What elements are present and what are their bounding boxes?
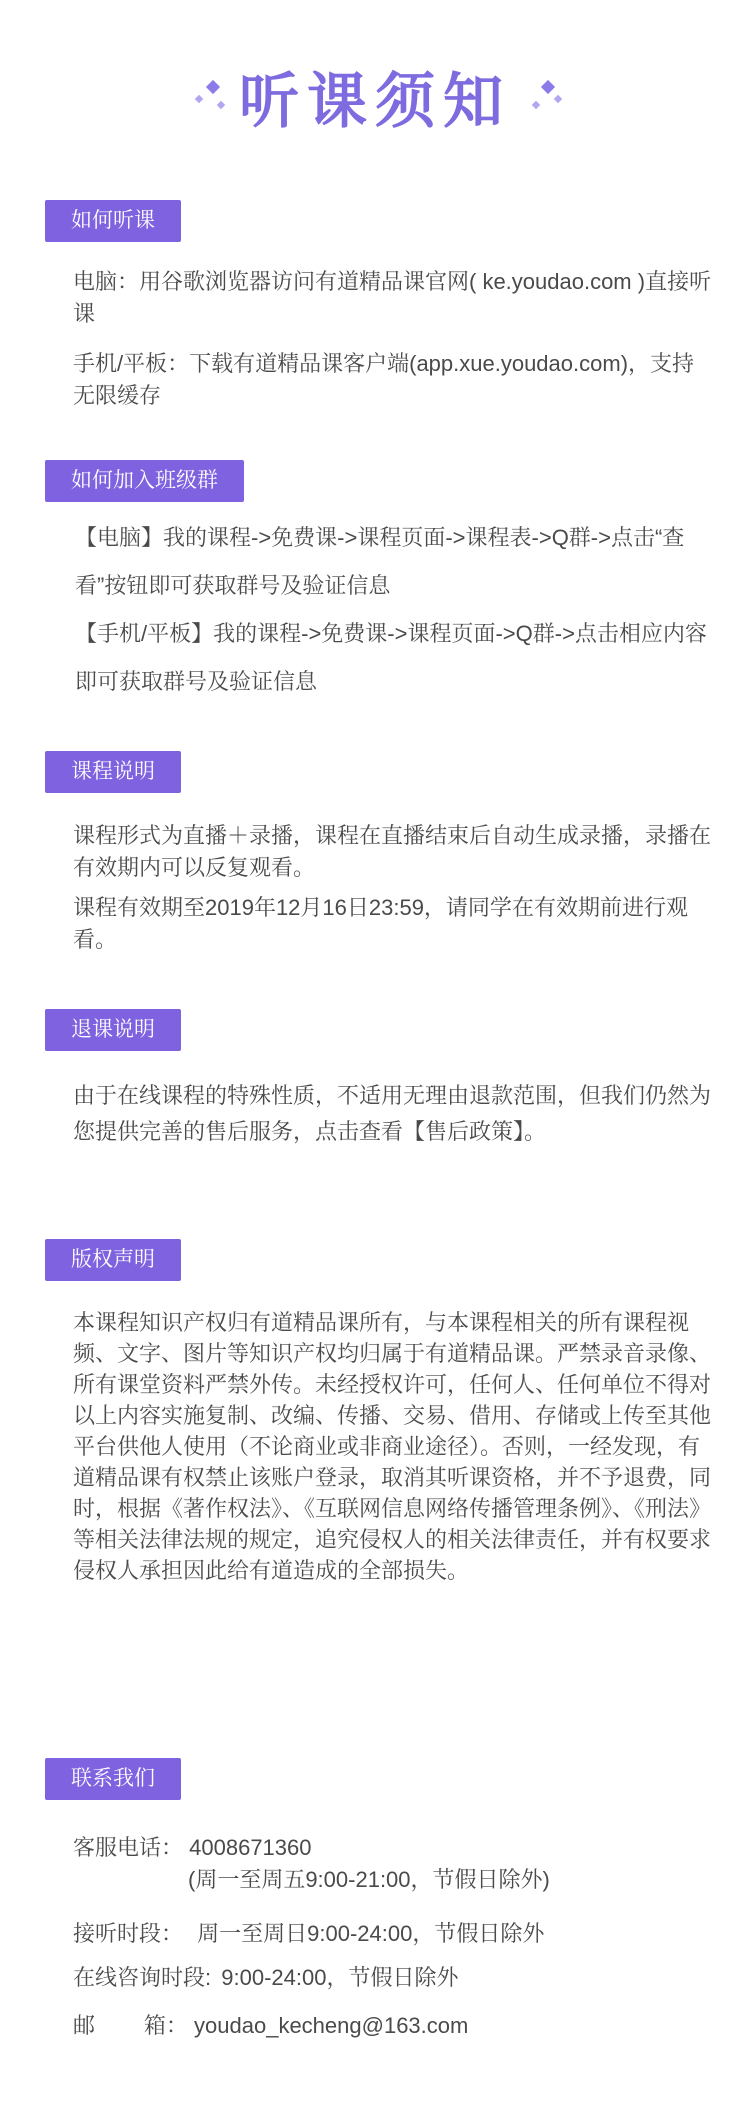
header — [0, 54, 750, 134]
online-value: 9:00-24:00，节假日除外 — [221, 1965, 459, 1990]
section-tag-how-to-attend: 如何听课 — [45, 200, 181, 242]
hours-label: 接听时段： — [73, 1921, 184, 1946]
section-tag-copyright: 版权声明 — [45, 1239, 181, 1281]
contact-email-row — [73, 2010, 468, 2042]
paragraph: 手机/平板：下载有道精品课客户端(app.xue.youdao.com)，支持无限缓存 — [73, 351, 695, 408]
online-label: 在线咨询时段: — [73, 1965, 212, 1990]
section-tag-contact: 联系我们 — [45, 1758, 181, 1800]
paragraph: 课程有效期至2019年12月16日23:59，请同学在有效期前进行观看。 — [73, 895, 688, 952]
contact-phone-row — [73, 1832, 312, 1864]
page-title: 听课须知 — [239, 68, 511, 135]
hours-value: 周一至周日9:00-24:00，节假日除外 — [197, 1921, 545, 1946]
paragraph: 课程形式为直播＋录播，课程在直播结束后自动生成录播，录播在有效期内可以反复观看。 — [73, 823, 712, 880]
phone-label: 客服电话： — [73, 1835, 184, 1860]
contact-online-row — [73, 1962, 458, 1994]
paragraph: 本课程知识产权归有道精品课所有，与本课程相关的所有课程视频、文字、图片等知识产权均归属于有道精品课。严禁录音录像、所有课堂资料严禁外传。未经授权许可，任何人、任何单位不得对以上内容实施复制、改编、传播、交易、借用、存储或上传至其他平台供他人使用（不论商业或非商业途径）。否则，一经发现，有道精品课有权禁止该账户登录，取消其听课资格，并不予退费，同时，根据《著作权法》、《互联网信息网络传播管理条例》、《刑法》等相关法律法规的规定，追究侵权人的相关法律责任，并有权要求侵权人承担因此给有道造成的全部损失。 — [73, 1310, 712, 1583]
paragraph: 【电脑】我的课程->免费课->课程页面->课程表->Q群->点击“查看”按钮即可获取群号及验证信息 — [75, 525, 685, 598]
email-link[interactable]: youdao_kecheng@163.com — [194, 2013, 469, 2038]
paragraph: 电脑：用谷歌浏览器访问有道精品课官网( ke.youdao.com )直接听课 — [73, 269, 712, 326]
contact-hours-row — [73, 1918, 544, 1950]
paragraph: 【手机/平板】我的课程->免费课->课程页面->Q群->点击相应内容即可获取群号及验证信息 — [75, 621, 707, 694]
section-tag-refund: 退课说明 — [45, 1009, 181, 1051]
section-tag-course-desc: 课程说明 — [45, 751, 181, 793]
sparkle-icon — [531, 80, 565, 114]
paragraph: 由于在线课程的特殊性质，不适用无理由退款范围，但我们仍然为您提供完善的售后服务，点击查看【售后政策】。 — [73, 1083, 712, 1144]
phone-hours: (周一至周五9:00-21:00，节假日除外) — [188, 1867, 550, 1892]
phone-number[interactable]: 4008671360 — [189, 1835, 312, 1860]
section-tag-join-group: 如何加入班级群 — [45, 460, 244, 502]
email-label: 邮 箱： — [73, 2013, 188, 2038]
